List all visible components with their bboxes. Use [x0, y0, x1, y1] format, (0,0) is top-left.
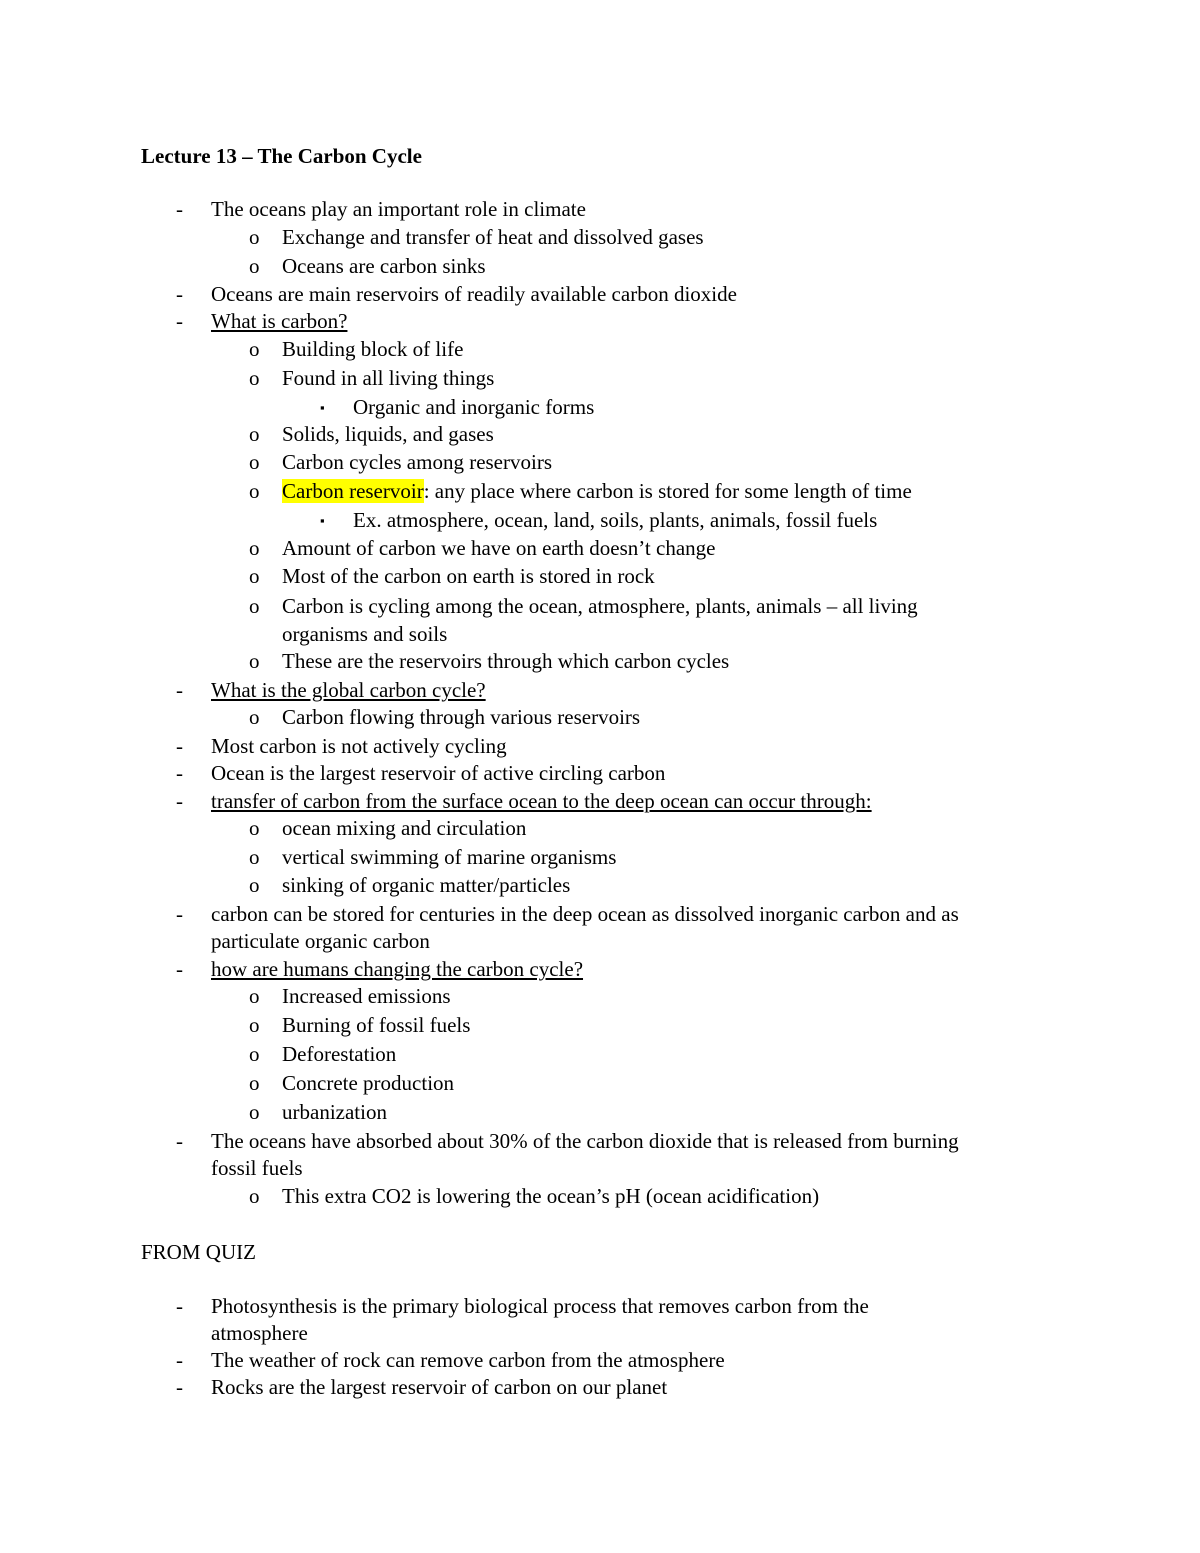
sub-bullet-text: Carbon is cycling among the ocean, atmosphere, plants, animals – all living — [282, 594, 918, 618]
sub-bullet-text — [282, 478, 912, 505]
sub-sub-bullet-text: Ex. atmosphere, ocean, land, soils, plants, animals, fossil fuels — [353, 508, 878, 532]
circle-bullet: o — [249, 479, 260, 503]
dash-bullet: - — [176, 1348, 183, 1372]
circle-bullet: o — [249, 649, 260, 673]
square-bullet: ▪ — [320, 513, 325, 528]
sub-bullet-text: Amount of carbon we have on earth doesn’t change — [282, 536, 716, 560]
dash-bullet: - — [176, 1129, 183, 1153]
bullet-text: The oceans play an important role in climate — [211, 197, 586, 221]
sub-bullet-text: Carbon cycles among reservoirs — [282, 450, 552, 474]
circle-bullet: o — [249, 1013, 260, 1037]
bullet-text: carbon can be stored for centuries in the deep ocean as dissolved inorganic carbon and as — [211, 902, 959, 926]
section-question: how are humans changing the carbon cycle? — [211, 957, 584, 981]
circle-bullet: o — [249, 1184, 260, 1208]
circle-bullet: o — [249, 816, 260, 840]
sub-bullet-text: ocean mixing and circulation — [282, 816, 527, 840]
circle-bullet: o — [249, 984, 260, 1008]
bullet-text: Ocean is the largest reservoir of active circling carbon — [211, 761, 666, 785]
circle-bullet: o — [249, 1071, 260, 1095]
circle-bullet: o — [249, 450, 260, 474]
sub-bullet-text-continued: organisms and soils — [282, 622, 448, 646]
section-question: What is the global carbon cycle? — [211, 678, 486, 702]
dash-bullet: - — [176, 902, 183, 926]
dash-bullet: - — [176, 957, 183, 981]
circle-bullet: o — [249, 845, 260, 869]
section-question: transfer of carbon from the surface ocean to the deep ocean can occur through: — [211, 789, 872, 813]
sub-sub-bullet-text: Organic and inorganic forms — [353, 395, 595, 419]
bullet-text: Most carbon is not actively cycling — [211, 734, 507, 758]
circle-bullet: o — [249, 422, 260, 446]
circle-bullet: o — [249, 366, 260, 390]
sub-bullet-text: Burning of fossil fuels — [282, 1013, 471, 1037]
circle-bullet: o — [249, 873, 260, 897]
circle-bullet: o — [249, 337, 260, 361]
sub-bullet-text: Found in all living things — [282, 366, 495, 390]
quiz-bullet-text: The weather of rock can remove carbon from the atmosphere — [211, 1348, 725, 1372]
definition-text: : any place where carbon is stored for some length of time — [423, 479, 912, 503]
circle-bullet: o — [249, 1042, 260, 1066]
sub-bullet-text: This extra CO2 is lowering the ocean’s pH (ocean acidification) — [282, 1184, 820, 1208]
circle-bullet: o — [249, 564, 260, 588]
sub-bullet-text: sinking of organic matter/particles — [282, 873, 571, 897]
dash-bullet: - — [176, 1375, 183, 1399]
circle-bullet: o — [249, 225, 260, 249]
sub-bullet-text: Oceans are carbon sinks — [282, 254, 486, 278]
quiz-bullet-text-continued: atmosphere — [211, 1321, 308, 1345]
sub-bullet-text: These are the reservoirs through which carbon cycles — [282, 649, 730, 673]
sub-bullet-text: Deforestation — [282, 1042, 397, 1066]
dash-bullet: - — [176, 282, 183, 306]
dash-bullet: - — [176, 678, 183, 702]
dash-bullet: - — [176, 761, 183, 785]
quiz-bullet-text: Photosynthesis is the primary biological process that removes carbon from the — [211, 1294, 869, 1318]
sub-bullet-text: vertical swimming of marine organisms — [282, 845, 617, 869]
quiz-heading: FROM QUIZ — [141, 1240, 256, 1264]
circle-bullet: o — [249, 705, 260, 729]
lecture-title: Lecture 13 – The Carbon Cycle — [141, 144, 422, 168]
quiz-bullet-text: Rocks are the largest reservoir of carbon on our planet — [211, 1375, 668, 1399]
sub-bullet-text: Carbon flowing through various reservoirs — [282, 705, 641, 729]
circle-bullet: o — [249, 594, 260, 618]
bullet-text: Oceans are main reservoirs of readily available carbon dioxide — [211, 282, 737, 306]
sub-bullet-text: Increased emissions — [282, 984, 451, 1008]
dash-bullet: - — [176, 734, 183, 758]
circle-bullet: o — [249, 536, 260, 560]
sub-bullet-text: urbanization — [282, 1100, 387, 1124]
dash-bullet: - — [176, 1294, 183, 1318]
circle-bullet: o — [249, 1100, 260, 1124]
sub-bullet-text: Most of the carbon on earth is stored in rock — [282, 564, 655, 588]
section-question: What is carbon? — [211, 309, 348, 333]
square-bullet: ▪ — [320, 400, 325, 415]
bullet-text: The oceans have absorbed about 30% of the carbon dioxide that is released from burning — [211, 1129, 959, 1153]
dash-bullet: - — [176, 309, 183, 333]
highlighted-term: Carbon reservoir — [282, 479, 424, 503]
bullet-text-continued: fossil fuels — [211, 1156, 303, 1180]
bullet-text-continued: particulate organic carbon — [211, 929, 430, 953]
sub-bullet-text: Concrete production — [282, 1071, 455, 1095]
dash-bullet: - — [176, 789, 183, 813]
sub-bullet-text: Solids, liquids, and gases — [282, 422, 494, 446]
sub-bullet-text: Exchange and transfer of heat and dissolved gases — [282, 225, 704, 249]
sub-bullet-text: Building block of life — [282, 337, 464, 361]
dash-bullet: - — [176, 197, 183, 221]
circle-bullet: o — [249, 254, 260, 278]
